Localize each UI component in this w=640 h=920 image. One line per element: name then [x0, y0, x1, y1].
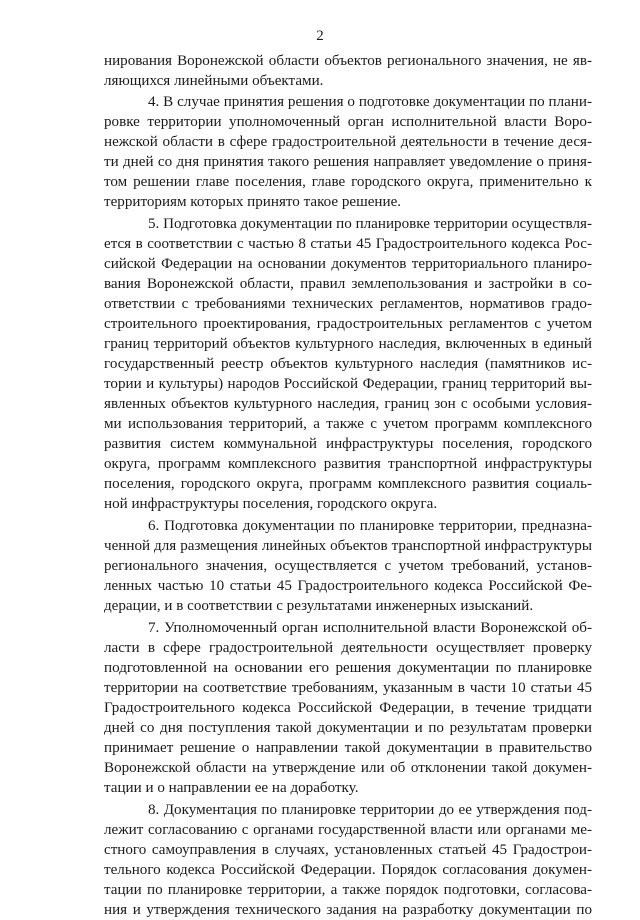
- scan-speck: [236, 858, 238, 860]
- text-line: поселения, городского округа, программ комплексного развития социаль-: [104, 476, 592, 492]
- text-line: округа, программ комплексного развития транспортной инфраструктуры: [104, 456, 592, 472]
- text-line: ми использования территорий, а также с учетом программ комплексного: [104, 416, 592, 432]
- text-line: строительного проектирования, градостроительных регламентов с учетом: [104, 316, 592, 332]
- text-line: тации и о направлении ее на доработку.: [104, 780, 359, 796]
- text-line: ной инфраструктуры поселения, городского округа.: [104, 496, 438, 512]
- text-line: ния и утверждения технического задания на разработку документации по: [104, 902, 592, 918]
- text-line: ответствии с требованиями технических регламентов, нормативов градо-: [104, 296, 592, 312]
- text-line: развития систем коммунальной инфраструктуры поселения, городского: [104, 436, 592, 452]
- paragraph-first-line: 8. Документация по планировке территории до ее утверждения под-: [148, 802, 592, 818]
- text-line: нирования Воронежской области объектов регионального значения, не яв-: [104, 53, 592, 69]
- text-line: лежит согласованию с органами государственной власти или органами ме-: [104, 822, 592, 838]
- text-line: тельного кодекса Российской Федерации. Порядок согласования докумен-: [104, 862, 592, 878]
- text-line: ти дней со дня принятия такого решения направляет уведомление о приня-: [104, 154, 592, 170]
- text-line: регионального значения, осуществляется с учетом требований, установ-: [104, 558, 592, 574]
- page-number: 2: [316, 28, 324, 44]
- text-line: ласти в сфере градостроительной деятельности осуществляет проверку: [104, 640, 592, 656]
- text-line: ченной для размещения линейных объектов транспортной инфраструктуры: [104, 538, 592, 554]
- text-line: дней со дня поступления такой документации и по результатам проверки: [104, 720, 592, 736]
- text-line: вания Воронежской области, правил землепользования и застройки в со-: [104, 276, 592, 292]
- text-line: том решении главе поселения, главе городского округа, применительно к: [104, 174, 592, 190]
- paragraph-first-line: 4. В случае принятия решения о подготовке документации по плани-: [148, 94, 592, 110]
- text-line: Воронежской области на утверждение или об отклонении такой докумен-: [104, 760, 592, 776]
- text-line: подготовленной на основании его решения документации по планировке: [104, 660, 592, 676]
- text-line: дерации, и в соответствии с результатами инженерных изысканий.: [104, 598, 534, 614]
- paragraph-first-line: 6. Подготовка документации по планировке территории, предназна-: [148, 518, 592, 534]
- text-line: государственный реестр объектов культурного наследия (памятников ис-: [104, 356, 592, 372]
- paragraph-first-line: 7. Уполномоченный орган исполнительной власти Воронежской об-: [148, 620, 592, 636]
- text-line: нежской области в сфере градостроительной деятельности в течение деся-: [104, 134, 592, 150]
- text-line: явленных объектов культурного наследия, границ зон с особыми условия-: [104, 396, 592, 412]
- text-line: принимает решение о направлении такой документации в правительство: [104, 740, 592, 756]
- text-line: тации по планировке территории, а также порядок подготовки, согласова-: [104, 882, 592, 898]
- text-line: ляющихся линейными объектами.: [104, 73, 324, 89]
- text-line: ется в соответствии с частью 8 статьи 45 Градостроительного кодекса Рос-: [104, 236, 592, 252]
- text-line: стного самоуправления в случаях, установленных статьей 45 Градострои-: [104, 842, 592, 858]
- text-line: территории на соответствие требованиям, указанным в части 10 статьи 45: [104, 680, 592, 696]
- text-line: ровке территории уполномоченный орган исполнительной власти Воро-: [104, 114, 592, 130]
- text-line: сийской Федерации на основании документов территориального планиро-: [104, 256, 592, 272]
- paragraph-first-line: 5. Подготовка документации по планировке территории осуществля-: [148, 216, 592, 232]
- text-line: территориям которых принято такое решение.: [104, 194, 402, 210]
- text-line: границ территорий объектов культурного наследия, включенных в единый: [104, 336, 592, 352]
- text-line: ленных частью 10 статьи 45 Градостроительного кодекса Российской Фе-: [104, 578, 592, 594]
- text-line: тории и культуры) народов Российской Федерации, границ территорий вы-: [104, 376, 592, 392]
- text-line: Градостроительного кодекса Российской Федерации, в течение тридцати: [104, 700, 592, 716]
